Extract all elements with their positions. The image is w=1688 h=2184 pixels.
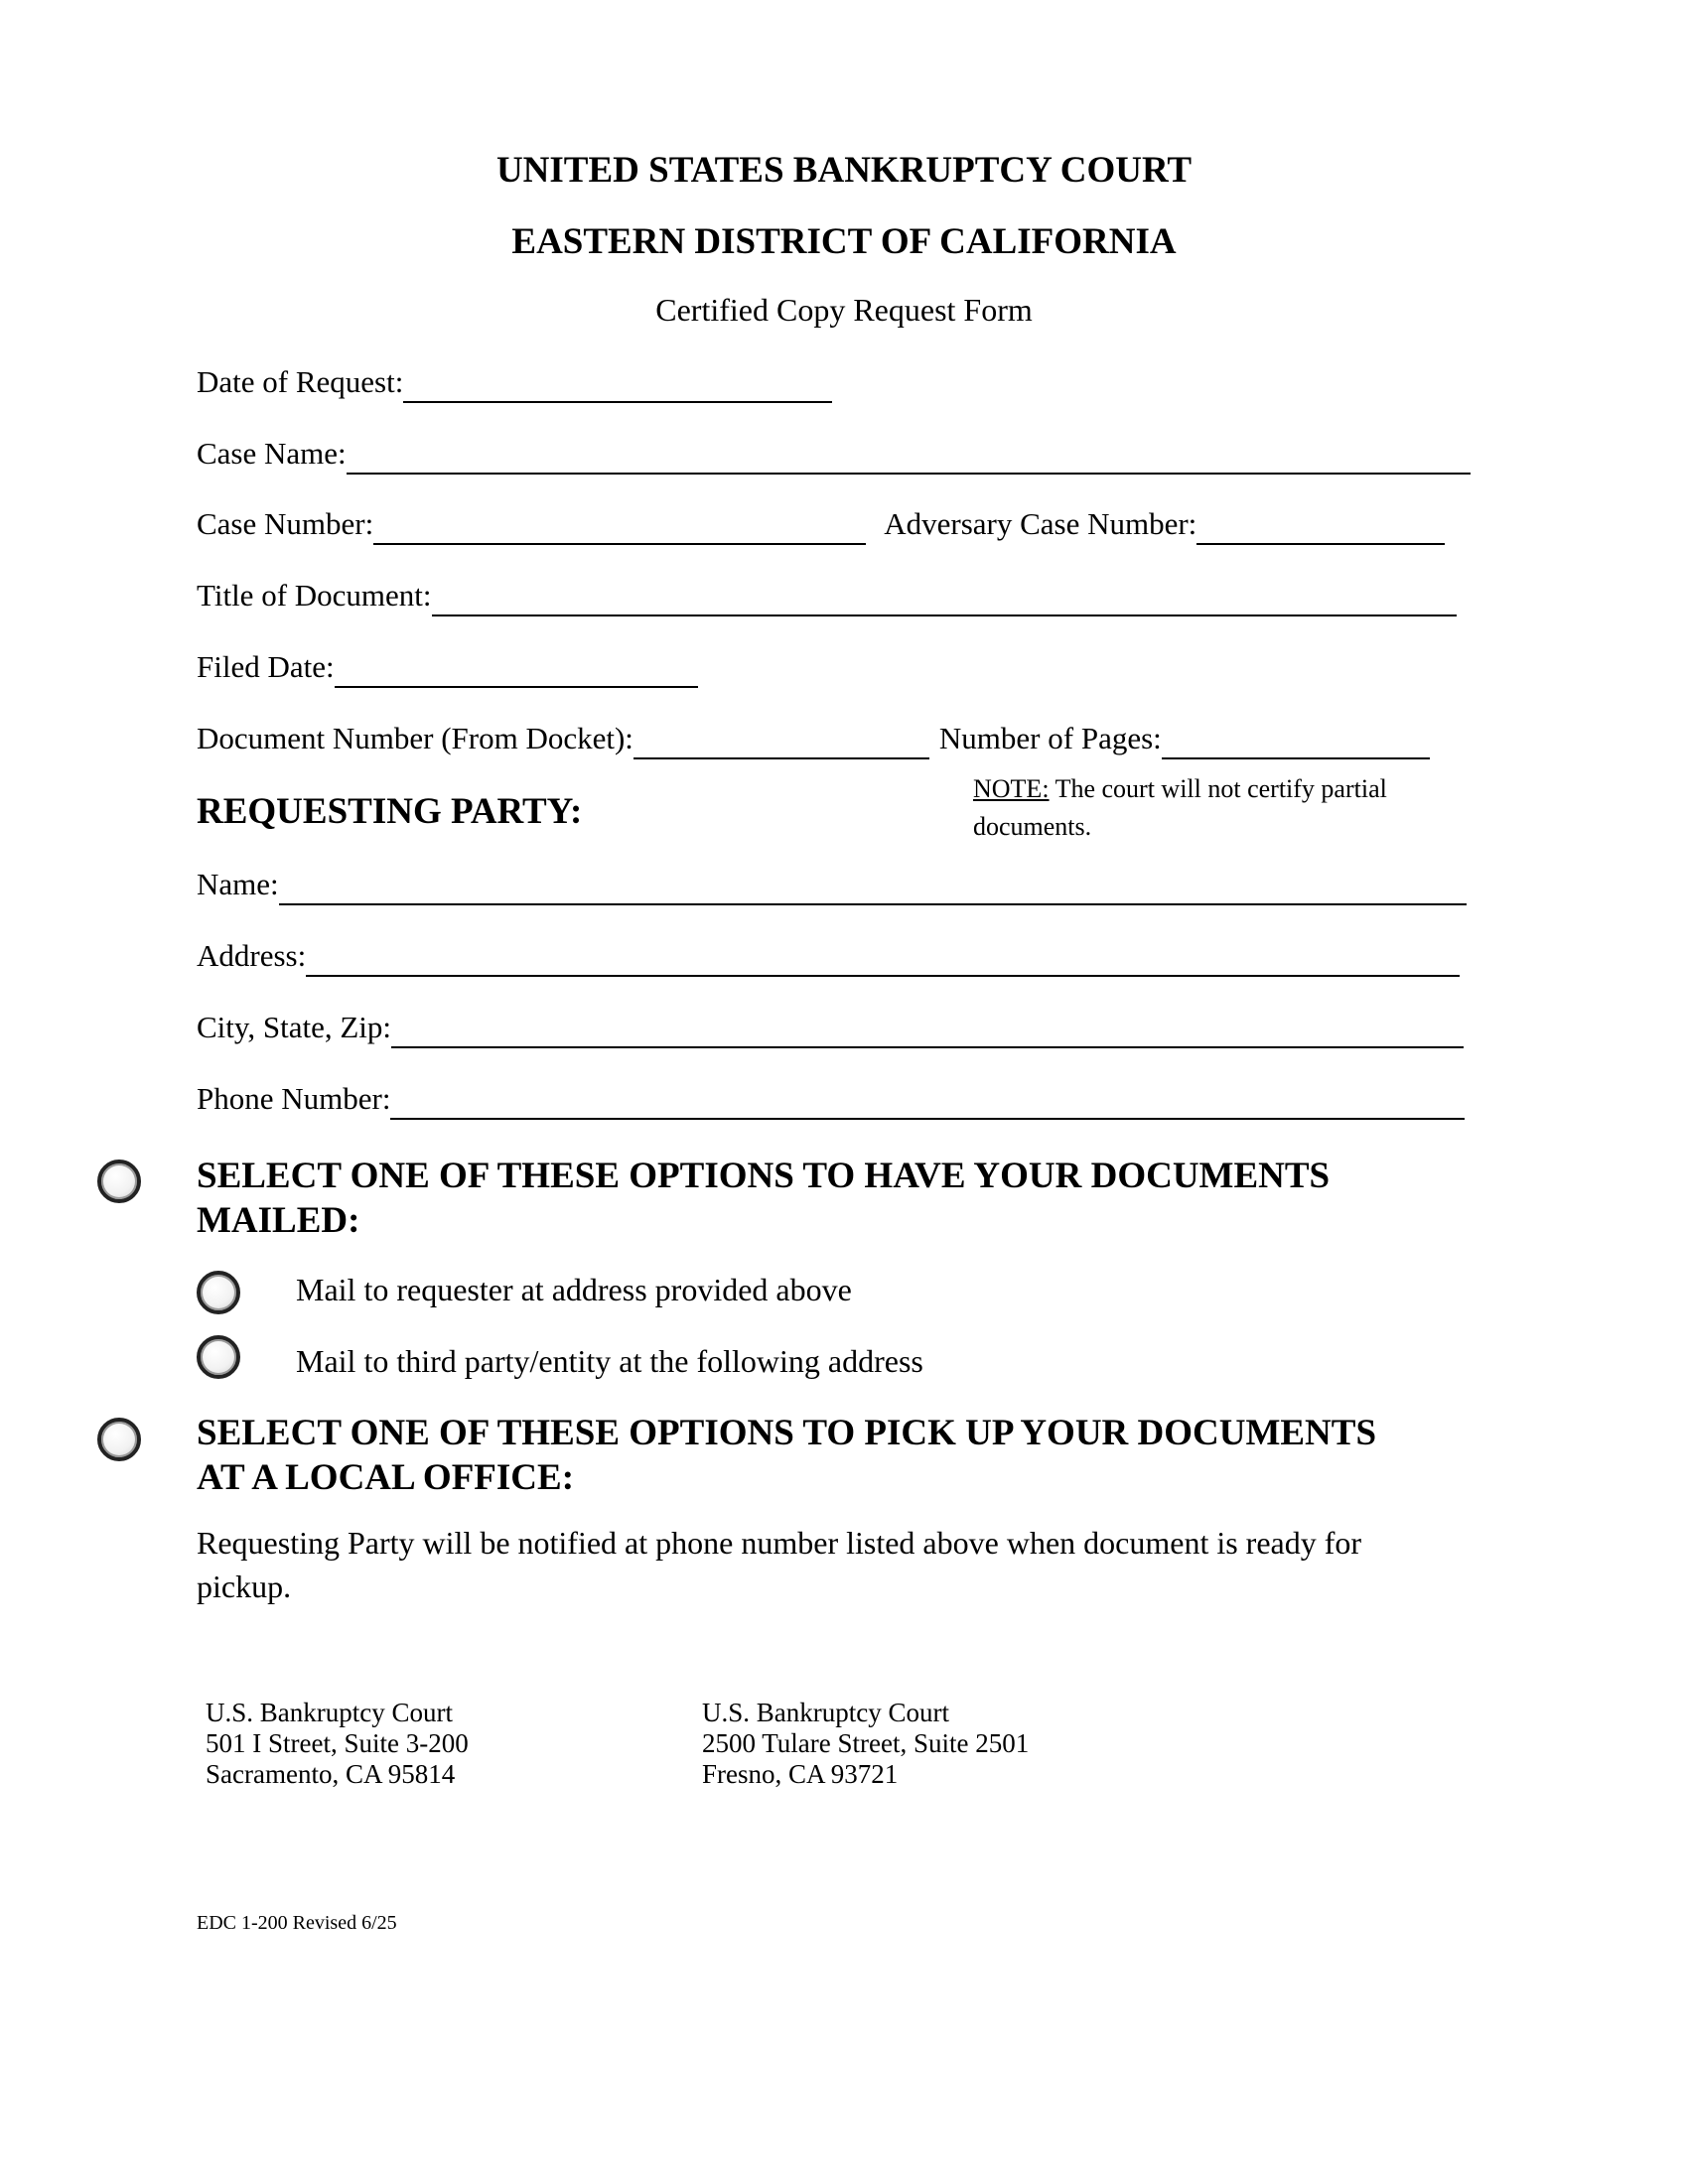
date-of-request-label: Date of Request: — [197, 364, 404, 399]
number-of-pages-label: Number of Pages: — [938, 721, 1162, 755]
filed-date-label: Filed Date: — [197, 649, 335, 684]
address-row — [197, 933, 1460, 977]
address-field[interactable] — [306, 935, 1460, 977]
date-of-request-field[interactable] — [403, 361, 832, 403]
name-label: Name: — [197, 867, 279, 901]
city-state-zip-label: City, State, Zip: — [197, 1010, 392, 1044]
mail-to-requester-radio[interactable] — [197, 1271, 240, 1314]
case-name-row — [197, 431, 1471, 475]
mail-to-third-party-label: Mail to third party/entity at the following address — [296, 1343, 923, 1379]
mail-to-third-party-radio[interactable] — [197, 1335, 240, 1379]
title-of-document-row — [197, 573, 1457, 616]
number-of-pages-field[interactable] — [1162, 718, 1430, 759]
name-row — [197, 862, 1467, 905]
case-number-row — [197, 501, 1445, 545]
phone-number-field[interactable] — [390, 1078, 1465, 1120]
sacramento-office-address — [206, 1698, 469, 1790]
sacramento-office-line3: Sacramento, CA 95814 — [206, 1759, 456, 1789]
partial-documents-note — [973, 770, 1440, 846]
case-number-field[interactable] — [373, 503, 866, 545]
date-of-request-row — [197, 359, 832, 403]
address-label: Address: — [197, 938, 307, 973]
court-title: UNITED STATES BANKRUPTCY COURT — [495, 150, 1193, 191]
pickup-section-heading-line1: SELECT ONE OF THESE OPTIONS TO PICK UP YOUR DOCUMENTS — [197, 1413, 1377, 1453]
case-name-field[interactable] — [347, 433, 1471, 475]
adversary-case-number-label: Adversary Case Number: — [884, 506, 1197, 541]
case-name-label: Case Name: — [197, 436, 347, 471]
filed-date-field[interactable] — [335, 646, 698, 688]
note-label: NOTE: — [973, 774, 1050, 803]
pickup-notice-line1: Requesting Party will be notified at phone number listed above when document is ready for — [197, 1525, 1362, 1561]
mail-to-requester-label: Mail to requester at address provided above — [296, 1272, 852, 1307]
document-number-row — [197, 716, 1430, 759]
fresno-office-line2: 2500 Tulare Street, Suite 2501 — [702, 1728, 1030, 1758]
form-title: Certified Copy Request Form — [655, 292, 1033, 328]
city-state-zip-field[interactable] — [391, 1007, 1464, 1048]
district-title: EASTERN DISTRICT OF CALIFORNIA — [511, 221, 1177, 262]
requesting-party-heading: REQUESTING PARTY: — [197, 791, 583, 832]
filed-date-row — [197, 644, 698, 688]
pickup-option-radio[interactable] — [97, 1418, 141, 1461]
document-number-field[interactable] — [633, 718, 929, 759]
phone-number-label: Phone Number: — [197, 1081, 391, 1116]
title-of-document-field[interactable] — [432, 575, 1457, 616]
pickup-notice-line2: pickup. — [197, 1569, 292, 1604]
fresno-office-line1: U.S. Bankruptcy Court — [702, 1698, 949, 1727]
sacramento-office-line2: 501 I Street, Suite 3-200 — [206, 1728, 469, 1758]
mail-section-heading-line2: MAILED: — [197, 1200, 360, 1241]
note-text: The court will not certify partial documents. — [973, 774, 1387, 841]
form-code: EDC 1-200 Revised 6/25 — [197, 1912, 397, 1934]
fresno-office-line3: Fresno, CA 93721 — [702, 1759, 899, 1789]
case-number-label: Case Number: — [197, 506, 374, 541]
mail-option-radio[interactable] — [97, 1160, 141, 1203]
document-number-label: Document Number (From Docket): — [197, 721, 633, 755]
fresno-office-address — [702, 1698, 1029, 1790]
sacramento-office-line1: U.S. Bankruptcy Court — [206, 1698, 453, 1727]
pickup-section-heading-line2: AT A LOCAL OFFICE: — [197, 1457, 575, 1498]
city-state-zip-row — [197, 1005, 1464, 1048]
title-of-document-label: Title of Document: — [197, 578, 432, 613]
mail-section-heading-line1: SELECT ONE OF THESE OPTIONS TO HAVE YOUR DOCUMENTS — [197, 1156, 1331, 1196]
phone-number-row — [197, 1076, 1465, 1120]
adversary-case-number-field[interactable] — [1196, 503, 1445, 545]
name-field[interactable] — [279, 864, 1467, 905]
